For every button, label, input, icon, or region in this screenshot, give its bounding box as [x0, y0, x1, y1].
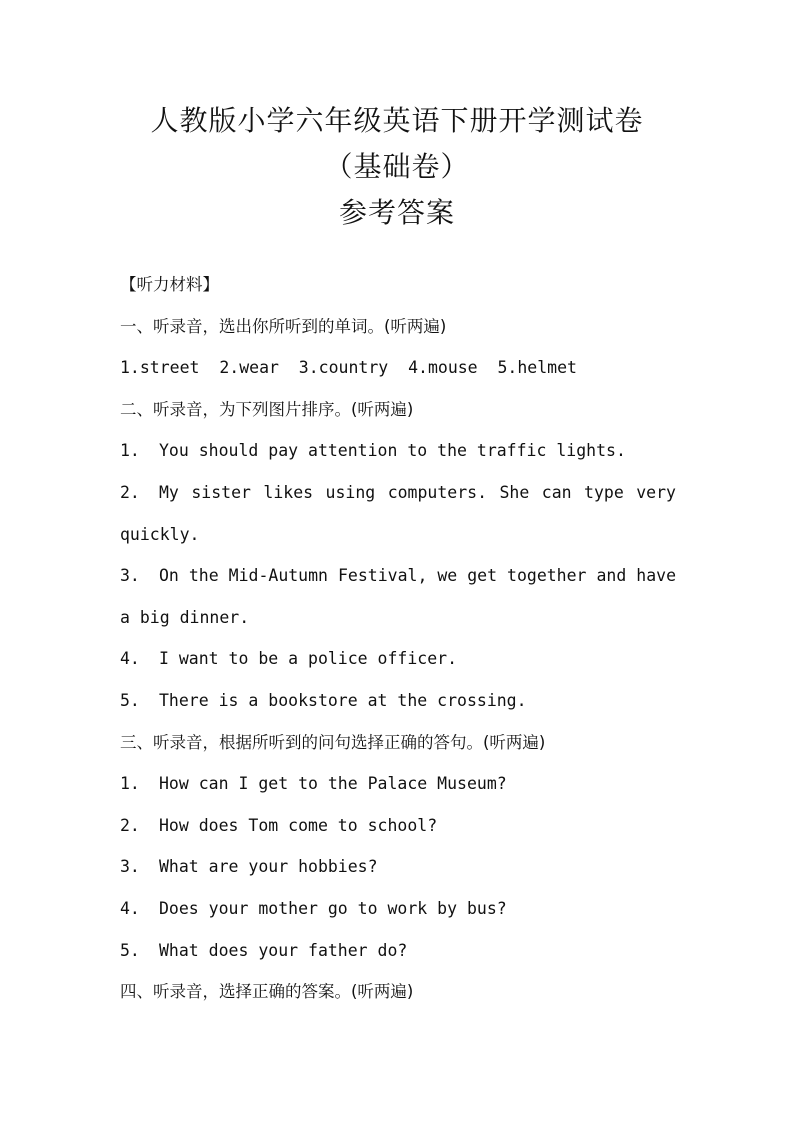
section-3-item [120, 763, 676, 805]
section-2-item [120, 472, 676, 555]
item-text: My sister likes using computers. She can type very quickly. [120, 482, 676, 544]
section-2-item [120, 430, 676, 472]
document-body [120, 264, 676, 1013]
title-line-2: （基础卷） [324, 150, 470, 183]
section-4-heading: 四、听录音，选择正确的答案。(听两遍) [120, 982, 414, 1002]
item-number: 2. [120, 815, 140, 835]
item-number: 4. [120, 898, 140, 918]
item-number: 3. [120, 566, 140, 586]
section-3-item [120, 805, 676, 847]
section-1-heading: 一、听录音，选出你所听到的单词。(听两遍) [120, 316, 447, 336]
item-number: 3. [120, 857, 140, 877]
item-text: Does your mother go to work by bus? [159, 898, 507, 918]
item-text: There is a bookstore at the crossing. [159, 690, 527, 710]
item-text: You should pay attention to the traffic lights. [159, 441, 626, 461]
item-number: 1. [120, 774, 140, 794]
item-number: 5. [120, 940, 140, 960]
title-line-3: 参考答案 [338, 196, 455, 229]
section-2-item [120, 555, 676, 638]
section-3-heading: 三、听录音，根据所听到的问句选择正确的答句。(听两遍) [120, 732, 546, 752]
item-text: How does Tom come to school? [159, 815, 438, 835]
item-number: 1. [120, 441, 140, 461]
item-number: 4. [120, 649, 140, 669]
item-text: On the Mid-Autumn Festival, we get together and have a big dinner. [120, 566, 676, 627]
item-number: 2. [120, 482, 140, 502]
section-3-item [120, 846, 676, 888]
item-text: What does your father do? [159, 940, 408, 960]
item-text: I want to be a police officer. [159, 649, 458, 669]
title-line-1: 人教版小学六年级英语下册开学测试卷 [150, 104, 644, 137]
item-number: 5. [120, 690, 140, 710]
section-2-heading: 二、听录音，为下列图片排序。(听两遍) [120, 399, 414, 419]
item-text: What are your hobbies? [159, 857, 378, 877]
item-text: How can I get to the Palace Museum? [159, 774, 507, 794]
section-2-item [120, 638, 676, 680]
section-3-item [120, 888, 676, 930]
section-1-words: 1.street 2.wear 3.country 4.mouse 5.helmet [120, 358, 577, 378]
section-2-item [120, 680, 676, 722]
section-3-item [120, 930, 676, 972]
listening-material-label: 【听力材料】 [120, 275, 219, 294]
document-title [0, 98, 794, 236]
